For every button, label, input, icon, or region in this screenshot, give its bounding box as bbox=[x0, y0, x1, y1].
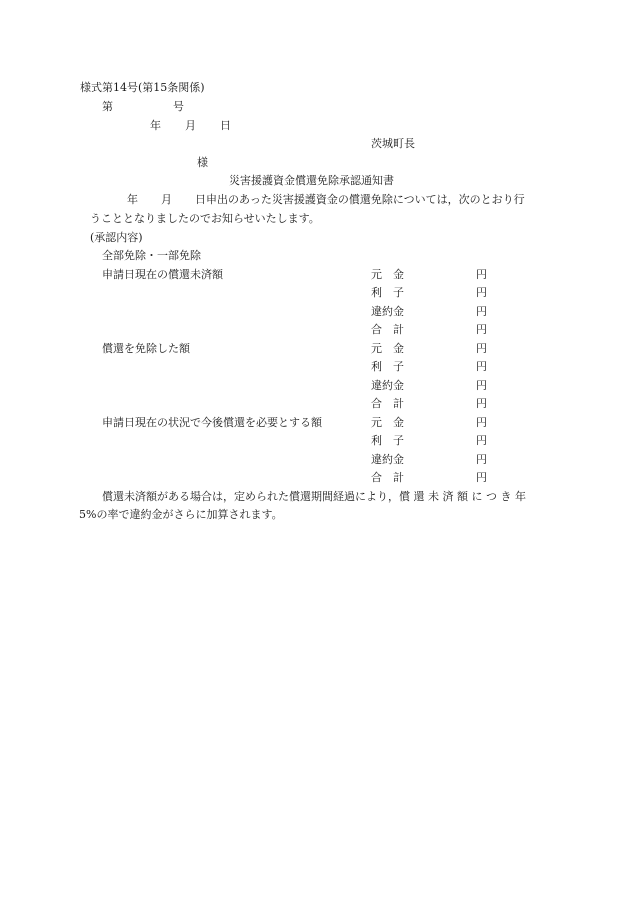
approval-heading: (承認内容) bbox=[90, 231, 143, 244]
row-unit: 円 bbox=[476, 379, 487, 392]
row-unit: 円 bbox=[476, 397, 487, 410]
row-item: 利 子 bbox=[371, 434, 404, 447]
row-unit: 円 bbox=[476, 434, 487, 447]
row-item: 合 計 bbox=[371, 471, 404, 484]
body-line2: うこととなりましたのでお知らせいたします。 bbox=[90, 212, 320, 225]
row-unit: 円 bbox=[476, 416, 487, 429]
row-item: 合 計 bbox=[371, 323, 404, 336]
form-number: 様式第14号(第15条関係) bbox=[80, 81, 205, 94]
row-unit: 円 bbox=[476, 342, 487, 355]
section-label: 申請日現在の状況で今後償還を必要とする額 bbox=[102, 416, 322, 429]
doc-no-suffix: 号 bbox=[173, 100, 184, 113]
body-year: 年 bbox=[127, 193, 138, 206]
document-title: 災害援護資金償還免除承認通知書 bbox=[229, 174, 394, 187]
body-line1: 日申出のあった災害援護資金の償還免除については，次のとおり行 bbox=[195, 193, 525, 206]
row-unit: 円 bbox=[476, 453, 487, 466]
section-label: 償還を免除した額 bbox=[102, 342, 190, 355]
date-day: 日 bbox=[220, 119, 231, 132]
doc-no-prefix: 第 bbox=[102, 100, 113, 113]
date-year: 年 bbox=[150, 119, 161, 132]
row-item: 元 金 bbox=[371, 268, 404, 281]
row-unit: 円 bbox=[476, 323, 487, 336]
row-unit: 円 bbox=[476, 471, 487, 484]
exemption-type: 全部免除・一部免除 bbox=[102, 249, 201, 262]
row-item: 合 計 bbox=[371, 397, 404, 410]
row-unit: 円 bbox=[476, 286, 487, 299]
row-item: 元 金 bbox=[371, 416, 404, 429]
row-unit: 円 bbox=[476, 305, 487, 318]
note-line2: 5%の率で違約金がさらに加算されます。 bbox=[79, 508, 283, 521]
issuer: 茨城町長 bbox=[371, 137, 415, 150]
row-unit: 円 bbox=[476, 268, 487, 281]
row-item: 利 子 bbox=[371, 360, 404, 373]
row-item: 利 子 bbox=[371, 286, 404, 299]
note-line1: 償還未済額がある場合は，定められた償還期間経過により，償 還 未 済 額 に つ き 年 bbox=[102, 490, 526, 503]
row-item: 元 金 bbox=[371, 342, 404, 355]
section-label: 申請日現在の償還未済額 bbox=[102, 268, 223, 281]
date-month: 月 bbox=[185, 119, 196, 132]
addressee-suffix: 様 bbox=[197, 156, 208, 169]
row-item: 違約金 bbox=[371, 379, 404, 392]
body-month: 月 bbox=[161, 193, 172, 206]
row-item: 違約金 bbox=[371, 453, 404, 466]
row-unit: 円 bbox=[476, 360, 487, 373]
row-item: 違約金 bbox=[371, 305, 404, 318]
